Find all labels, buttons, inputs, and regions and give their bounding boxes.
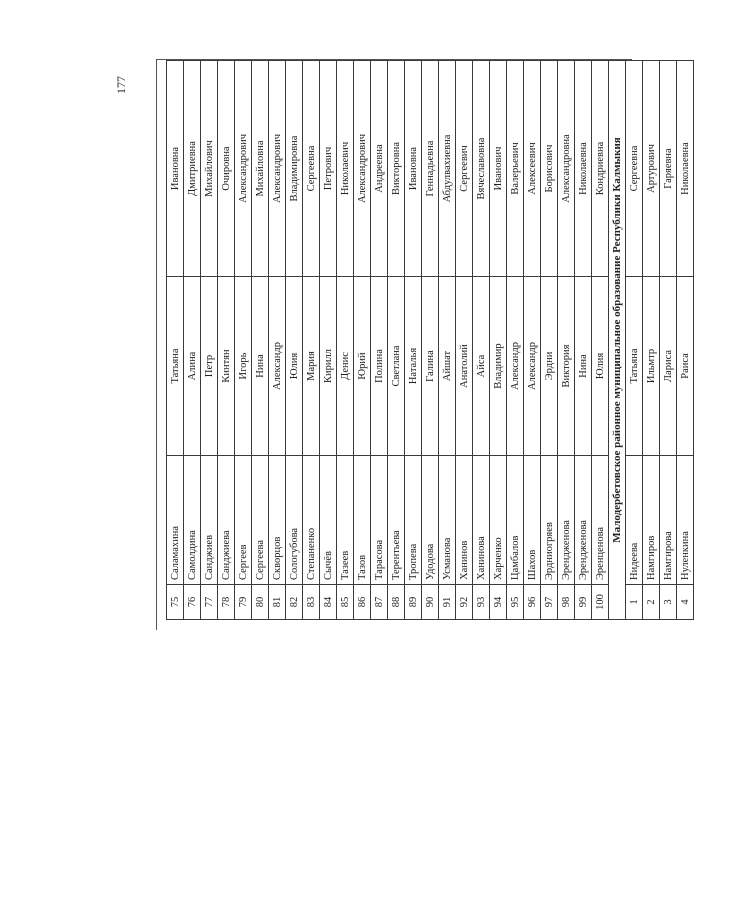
row-number: 90 — [422, 585, 439, 620]
patronymic-cell: Очировна — [218, 61, 235, 277]
table-row — [490, 61, 507, 620]
table-row — [405, 61, 422, 620]
row-number: 80 — [252, 585, 269, 620]
surname-cell: Сергеева — [252, 456, 269, 585]
table-row — [626, 61, 643, 620]
surname-cell: Эренценова — [592, 456, 609, 585]
first-name-cell: Светлана — [388, 277, 405, 456]
surname-cell: Ханинова — [473, 456, 490, 585]
row-number: 2 — [643, 585, 660, 620]
surname-cell: Намгиров — [643, 456, 660, 585]
row-number: 91 — [439, 585, 456, 620]
table-row — [320, 61, 337, 620]
surname-cell: Терентьева — [388, 456, 405, 585]
row-number: 100 — [592, 585, 609, 620]
surname-cell: Эрендженова — [575, 456, 592, 585]
patronymic-cell: Кондриевна — [592, 61, 609, 277]
row-number: 75 — [167, 585, 184, 620]
patronymic-cell: Иванович — [490, 61, 507, 277]
first-name-cell: Нина — [252, 277, 269, 456]
table-row — [184, 61, 201, 620]
page-number: 177 — [114, 76, 128, 94]
table-row — [439, 61, 456, 620]
row-number: 3 — [660, 585, 677, 620]
patronymic-cell: Александрович — [354, 61, 371, 277]
patronymic-cell: Борисович — [541, 61, 558, 277]
row-number: 89 — [405, 585, 422, 620]
first-name-cell: Нина — [575, 277, 592, 456]
table-row — [354, 61, 371, 620]
surname-cell: Цамбалов — [507, 456, 524, 585]
patronymic-cell: Александровна — [558, 61, 575, 277]
first-name-cell: Эрдни — [541, 277, 558, 456]
surname-cell: Шахов — [524, 456, 541, 585]
patronymic-cell: Александрович — [235, 61, 252, 277]
row-number: 83 — [303, 585, 320, 620]
row-number: 88 — [388, 585, 405, 620]
surname-cell: Саламахина — [167, 456, 184, 585]
surname-cell: Степаненко — [303, 456, 320, 585]
table-row — [473, 61, 490, 620]
surname-cell: Санджиев — [201, 456, 218, 585]
first-name-cell: Александр — [524, 277, 541, 456]
surname-cell: Харченко — [490, 456, 507, 585]
table-row — [677, 61, 694, 620]
first-name-cell: Айса — [473, 277, 490, 456]
surname-cell: Сологубова — [286, 456, 303, 585]
first-name-cell: Виктория — [558, 277, 575, 456]
roster-table — [166, 60, 694, 620]
patronymic-cell: Абдулвахиевна — [439, 61, 456, 277]
section-heading-row — [609, 61, 626, 620]
table-row — [524, 61, 541, 620]
table-row — [422, 61, 439, 620]
first-name-cell: Владимир — [490, 277, 507, 456]
rotated-page — [96, 15, 736, 920]
row-number: 82 — [286, 585, 303, 620]
table-row — [201, 61, 218, 620]
first-name-cell: Айшат — [439, 277, 456, 456]
surname-cell: Нидеева — [626, 456, 643, 585]
row-number: 92 — [456, 585, 473, 620]
table-row — [507, 61, 524, 620]
surname-cell: Сычёв — [320, 456, 337, 585]
row-number: 1 — [626, 585, 643, 620]
section-heading: Малодербетовское районное муниципальное образование Республики Калмыкия — [609, 61, 626, 620]
patronymic-cell: Вячеславовна — [473, 61, 490, 277]
table-row — [456, 61, 473, 620]
row-number: 87 — [371, 585, 388, 620]
table-row — [337, 61, 354, 620]
patronymic-cell: Андреевна — [371, 61, 388, 277]
surname-cell: Тропева — [405, 456, 422, 585]
table-row — [643, 61, 660, 620]
surname-cell: Тазеев — [337, 456, 354, 585]
patronymic-cell: Валерьевич — [507, 61, 524, 277]
first-name-cell: Наталья — [405, 277, 422, 456]
table-row — [371, 61, 388, 620]
surname-cell: Удодова — [422, 456, 439, 585]
patronymic-cell: Петрович — [320, 61, 337, 277]
row-number: 86 — [354, 585, 371, 620]
row-number: 4 — [677, 585, 694, 620]
row-number: 77 — [201, 585, 218, 620]
row-number: 85 — [337, 585, 354, 620]
surname-cell: Ханинов — [456, 456, 473, 585]
table-row — [388, 61, 405, 620]
row-number: 81 — [269, 585, 286, 620]
patronymic-cell: Сергеевич — [456, 61, 473, 277]
first-name-cell: Татьяна — [167, 277, 184, 456]
table-row — [218, 61, 235, 620]
first-name-cell: Петр — [201, 277, 218, 456]
patronymic-cell: Дмитриевна — [184, 61, 201, 277]
surname-cell: Санджиева — [218, 456, 235, 585]
first-name-cell: Кирилл — [320, 277, 337, 456]
first-name-cell: Татьяна — [626, 277, 643, 456]
first-name-cell: Юрий — [354, 277, 371, 456]
table-row — [303, 61, 320, 620]
patronymic-cell: Ивановна — [167, 61, 184, 277]
first-name-cell: Денис — [337, 277, 354, 456]
table-row — [660, 61, 677, 620]
surname-cell: Усманова — [439, 456, 456, 585]
patronymic-cell: Александрович — [269, 61, 286, 277]
row-number: 95 — [507, 585, 524, 620]
patronymic-cell: Николаевна — [677, 61, 694, 277]
patronymic-cell: Сергеевна — [303, 61, 320, 277]
surname-cell: Сергеев — [235, 456, 252, 585]
patronymic-cell: Сергеевна — [626, 61, 643, 277]
row-number: 94 — [490, 585, 507, 620]
surname-cell: Самолдина — [184, 456, 201, 585]
patronymic-cell: Владимировна — [286, 61, 303, 277]
surname-cell: Намгирова — [660, 456, 677, 585]
patronymic-cell: Алексеевич — [524, 61, 541, 277]
table-row — [235, 61, 252, 620]
surname-cell: Тарасова — [371, 456, 388, 585]
first-name-cell: Полина — [371, 277, 388, 456]
first-name-cell: Мария — [303, 277, 320, 456]
table-row — [592, 61, 609, 620]
first-name-cell: Ильмтр — [643, 277, 660, 456]
row-number: 99 — [575, 585, 592, 620]
first-name-cell: Анатолий — [456, 277, 473, 456]
patronymic-cell: Викторовна — [388, 61, 405, 277]
first-name-cell: Александр — [269, 277, 286, 456]
row-number: 79 — [235, 585, 252, 620]
patronymic-cell: Артурович — [643, 61, 660, 277]
row-number: 84 — [320, 585, 337, 620]
table-row — [269, 61, 286, 620]
surname-cell: Тазов — [354, 456, 371, 585]
first-name-cell: Юлия — [286, 277, 303, 456]
first-name-cell: Игорь — [235, 277, 252, 456]
first-name-cell: Раиса — [677, 277, 694, 456]
patronymic-cell: Николаевич — [337, 61, 354, 277]
surname-cell: Эрдниогряев — [541, 456, 558, 585]
table-row — [167, 61, 184, 620]
surname-cell: Эрендженова — [558, 456, 575, 585]
patronymic-cell: Геннадьевна — [422, 61, 439, 277]
first-name-cell: Лариса — [660, 277, 677, 456]
first-name-cell: Александр — [507, 277, 524, 456]
table-row — [541, 61, 558, 620]
table-row — [558, 61, 575, 620]
first-name-cell: Юлия — [592, 277, 609, 456]
patronymic-cell: Михайловна — [252, 61, 269, 277]
row-number: 76 — [184, 585, 201, 620]
row-number: 93 — [473, 585, 490, 620]
table-row — [252, 61, 269, 620]
table-row — [286, 61, 303, 620]
patronymic-cell: Николаевна — [575, 61, 592, 277]
patronymic-cell: Ивановна — [405, 61, 422, 277]
surname-cell: Нуленкина — [677, 456, 694, 585]
surname-cell: Скворцов — [269, 456, 286, 585]
row-number: 97 — [541, 585, 558, 620]
row-number: 78 — [218, 585, 235, 620]
row-number: 96 — [524, 585, 541, 620]
patronymic-cell: Гаряевна — [660, 61, 677, 277]
first-name-cell: Алина — [184, 277, 201, 456]
table-row — [575, 61, 592, 620]
first-name-cell: Кинтян — [218, 277, 235, 456]
first-name-cell: Галина — [422, 277, 439, 456]
row-number: 98 — [558, 585, 575, 620]
patronymic-cell: Михайлович — [201, 61, 218, 277]
